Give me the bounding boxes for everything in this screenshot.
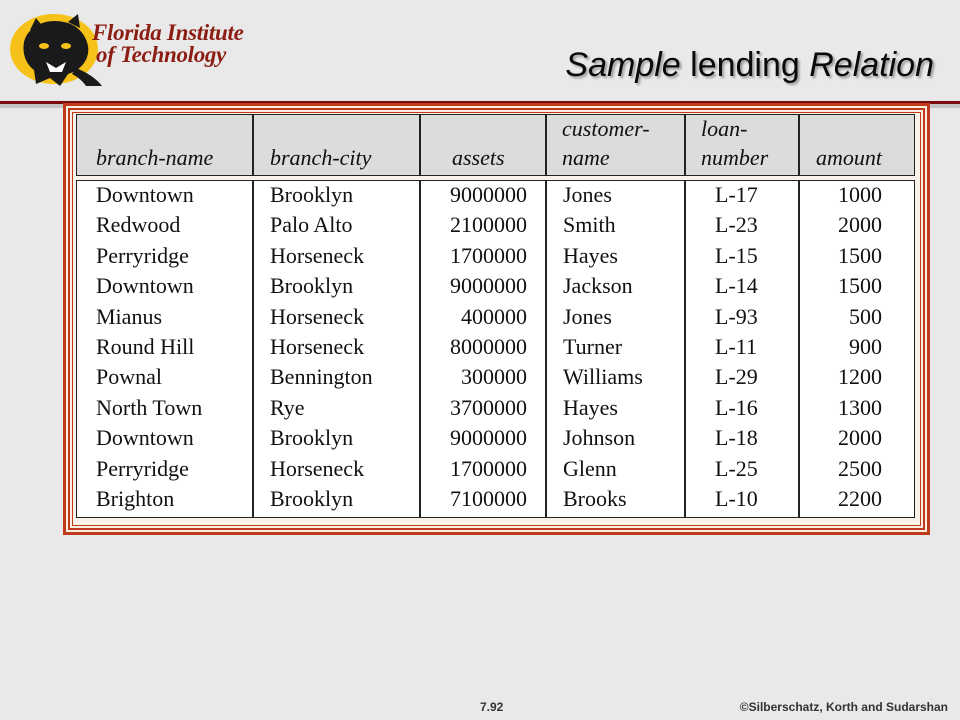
table-cell: Brooklyn	[270, 425, 354, 451]
column-divider	[545, 180, 547, 518]
table-cell: Turner	[563, 334, 623, 359]
table-cell: 400000	[461, 303, 527, 329]
page-number: 7.92	[480, 700, 504, 714]
table-cell: Downtown	[96, 273, 194, 299]
table-cell: Perryridge	[96, 242, 189, 268]
table-cell: 1200	[838, 364, 882, 390]
title-part-1: Sample	[565, 46, 681, 84]
table-cell: Brooks	[563, 486, 627, 511]
title-part-2: lending	[680, 46, 810, 84]
copyright-notice: ©Silberschatz, Korth and Sudarshan	[739, 700, 948, 714]
column-divider	[252, 180, 254, 518]
table-cell: Horseneck	[270, 455, 365, 481]
column-divider	[798, 180, 800, 518]
column-header-top: customer-	[562, 116, 650, 141]
table-cell: 3700000	[450, 394, 527, 420]
table-cell: Brighton	[96, 486, 175, 511]
table-cell: L-11	[715, 334, 757, 359]
table-cell: Jones	[563, 182, 612, 207]
table-cell: Glenn	[563, 455, 617, 481]
table-cell: L-16	[715, 394, 758, 420]
table-cell: Brooklyn	[270, 182, 354, 207]
title-part-3: Relation	[809, 46, 934, 84]
logo-line-1: Florida Institute	[92, 20, 244, 45]
table-cell: North Town	[96, 394, 203, 420]
logo-line-2: of Technology	[96, 42, 227, 67]
table-cell: Palo Alto	[270, 212, 353, 238]
table-cell: 2000	[838, 425, 882, 451]
column-divider	[545, 114, 547, 176]
table-cell: Horseneck	[270, 334, 365, 359]
table-cell: 1700000	[450, 242, 527, 268]
table-cell: Smith	[563, 212, 616, 238]
table-cell: Brooklyn	[270, 273, 354, 299]
column-divider	[419, 114, 421, 176]
table-cell: 1300	[838, 394, 882, 420]
table-cell: Horseneck	[270, 242, 365, 268]
column-header-top: loan-	[701, 116, 748, 141]
table-cell: 2500	[838, 455, 882, 481]
table-cell: Hayes	[563, 242, 618, 268]
table-cell: L-17	[715, 182, 758, 207]
column-header-bottom: number	[701, 145, 769, 170]
table-cell: L-18	[715, 425, 758, 451]
table-cell: Redwood	[96, 212, 181, 238]
table-cell: L-29	[715, 364, 758, 390]
table-cell: Downtown	[96, 425, 194, 451]
fit-logo	[10, 8, 250, 90]
column-header-bottom: branch-name	[96, 145, 214, 170]
table-cell: 9000000	[450, 425, 527, 451]
page-title	[565, 46, 934, 85]
table-cell: 300000	[461, 364, 527, 390]
column-header-bottom: name	[562, 145, 610, 170]
table-cell: Perryridge	[96, 455, 189, 481]
table-cell: Round Hill	[96, 334, 195, 359]
table-cell: Williams	[563, 364, 643, 390]
column-divider	[684, 114, 686, 176]
table-cell: 8000000	[450, 334, 527, 359]
table-cell: Mianus	[96, 303, 162, 329]
table-cell: L-10	[715, 486, 758, 511]
table-cell: L-25	[715, 455, 758, 481]
column-header-bottom: branch-city	[270, 145, 372, 170]
table-cell: 2100000	[450, 212, 527, 238]
logo-text	[92, 22, 243, 66]
column-divider	[798, 114, 800, 176]
table-cell: L-23	[715, 212, 758, 238]
table-cell: Downtown	[96, 182, 194, 207]
table-cell: 500	[849, 303, 882, 329]
table-cell: Rye	[270, 394, 305, 420]
table-cell: Bennington	[270, 364, 373, 390]
table-cell: Brooklyn	[270, 486, 354, 511]
column-divider	[252, 114, 254, 176]
table-cell: 1500	[838, 273, 882, 299]
table-cell: Hayes	[563, 394, 618, 420]
column-divider	[419, 180, 421, 518]
table-cell: L-15	[715, 242, 758, 268]
table-cell: 9000000	[450, 273, 527, 299]
table-cell: Johnson	[563, 425, 636, 451]
table-cell: Jackson	[563, 273, 633, 299]
table-cell: 1700000	[450, 455, 527, 481]
table-cell: 7100000	[450, 486, 527, 511]
column-header-bottom: assets	[452, 145, 505, 170]
table-cell: Pownal	[96, 364, 162, 390]
table-cell: 2000	[838, 212, 882, 238]
table-cell: 1000	[838, 182, 882, 207]
table-cell: 9000000	[450, 182, 527, 207]
column-divider	[684, 180, 686, 518]
column-header-bottom: amount	[816, 145, 882, 170]
table-cell: Horseneck	[270, 303, 365, 329]
table-cell: Jones	[563, 303, 612, 329]
table-cell: 2200	[838, 486, 882, 511]
table-cell: 1500	[838, 242, 882, 268]
table-cell: 900	[849, 334, 882, 359]
table-cell: L-14	[715, 273, 758, 299]
table-cell: L-93	[715, 303, 758, 329]
